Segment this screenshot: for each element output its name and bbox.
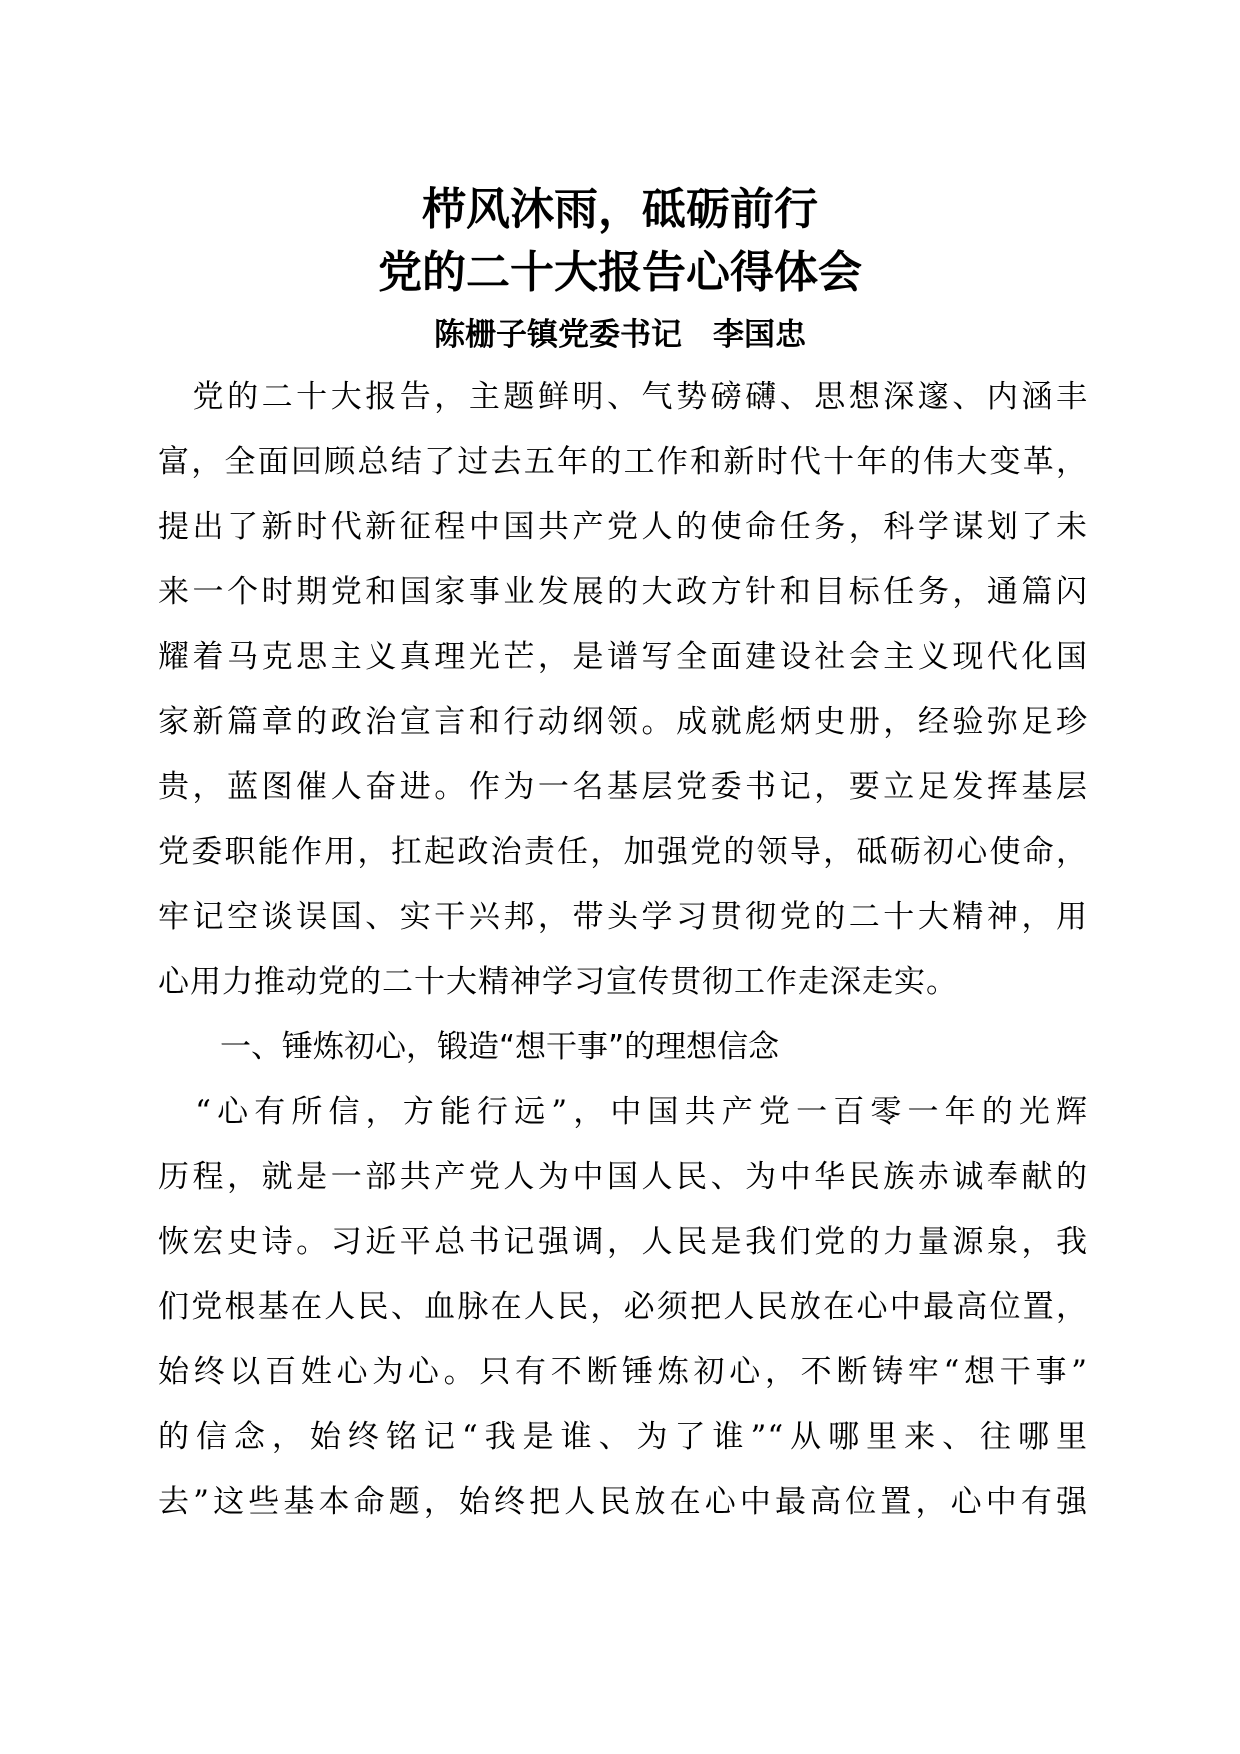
paragraph-line: 历程，就是一部共产党人为中国人民、为中华民族赤诚奉献的	[158, 1159, 1088, 1195]
section-heading: 一、锤炼初心，锻造“想干事”的理想信念	[220, 1029, 780, 1065]
paragraph-line: 耀着马克思主义真理光芒，是谱写全面建设社会主义现代化国	[158, 639, 1088, 675]
paragraph-line: 来一个时期党和国家事业发展的大政方针和目标任务，通篇闪	[158, 574, 1088, 610]
document-title-line-1: 栉风沐雨，砥砺前行	[422, 184, 818, 235]
paragraph-line: “心有所信，方能行远”，中国共产党一百零一年的光辉	[158, 1094, 1088, 1130]
paragraph-line: 贵，蓝图催人奋进。作为一名基层党委书记，要立足发挥基层	[158, 769, 1088, 805]
paragraph-line: 去”这些基本命题，始终把人民放在心中最高位置，心中有强	[158, 1484, 1088, 1520]
paragraph-line: 牢记空谈误国、实干兴邦，带头学习贯彻党的二十大精神，用	[158, 899, 1088, 935]
author-byline: 陈栅子镇党委书记 李国忠	[434, 317, 806, 353]
paragraph-line: 们党根基在人民、血脉在人民，必须把人民放在心中最高位置，	[158, 1289, 1088, 1325]
paragraph-line: 家新篇章的政治宣言和行动纲领。成就彪炳史册，经验弥足珍	[158, 704, 1088, 740]
paragraph-line: 提出了新时代新征程中国共产党人的使命任务，科学谋划了未	[158, 509, 1088, 545]
paragraph-line: 心用力推动党的二十大精神学习宣传贯彻工作走深走实。	[158, 964, 958, 1000]
paragraph-line: 党的二十大报告，主题鲜明、气势磅礴、思想深邃、内涵丰	[158, 379, 1088, 415]
paragraph-line: 恢宏史诗。习近平总书记强调，人民是我们党的力量源泉，我	[158, 1224, 1088, 1260]
document-title-line-2: 党的二十大报告心得体会	[378, 247, 862, 298]
paragraph-line: 始终以百姓心为心。只有不断锤炼初心，不断铸牢“想干事”	[158, 1354, 1088, 1390]
paragraph-line: 富，全面回顾总结了过去五年的工作和新时代十年的伟大变革，	[158, 444, 1088, 480]
paragraph-line: 的信念，始终铭记“我是谁、为了谁”“从哪里来、往哪里	[158, 1419, 1088, 1455]
paragraph-line: 党委职能作用，扛起政治责任，加强党的领导，砥砺初心使命，	[158, 834, 1088, 870]
